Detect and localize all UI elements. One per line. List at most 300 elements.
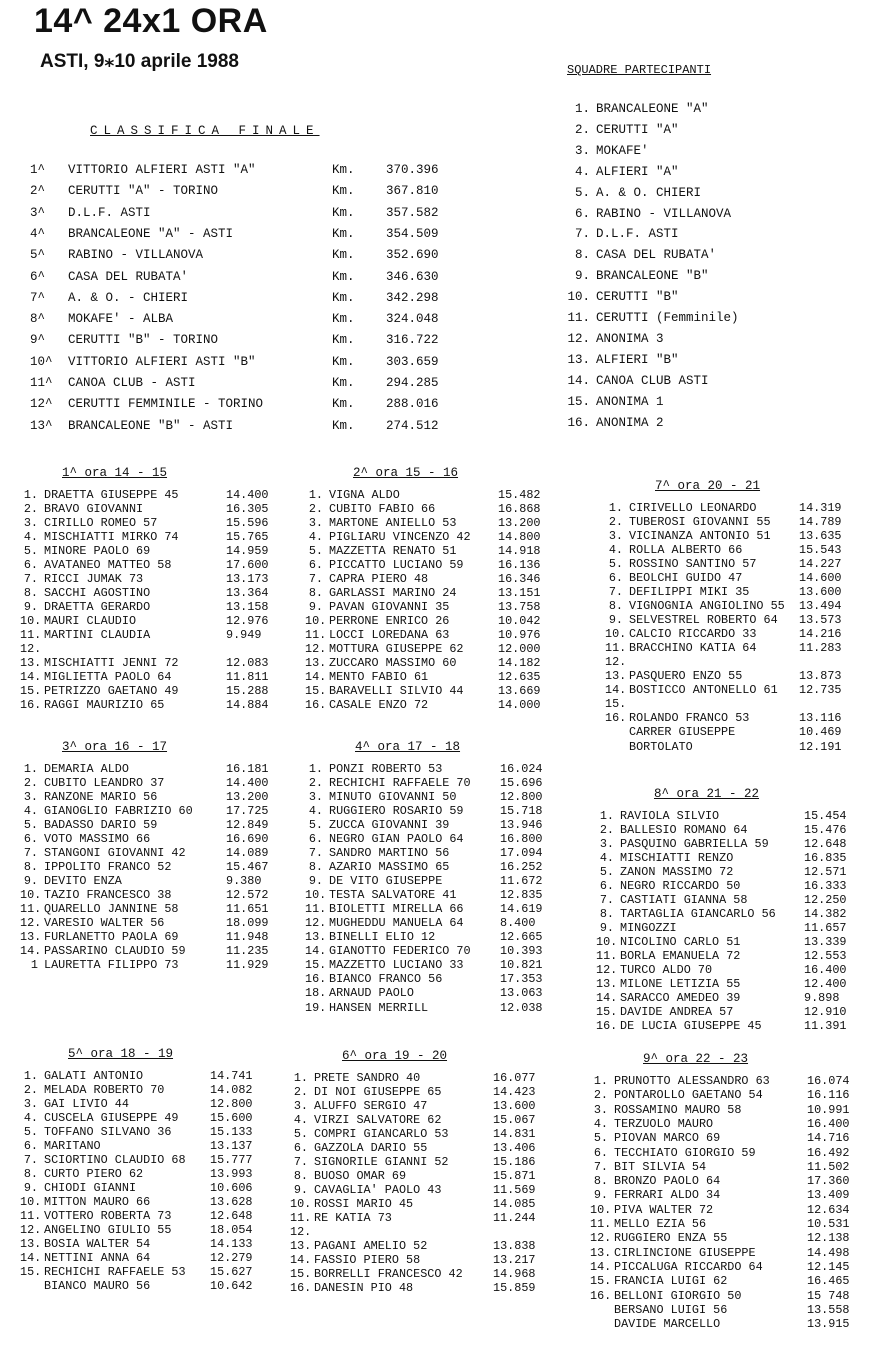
runner-position: 3. xyxy=(293,1099,308,1114)
runner-name: DANESIN PIO 48 xyxy=(314,1281,414,1296)
runner-row xyxy=(20,656,282,670)
runner-name: TAZIO FRANCESCO 38 xyxy=(44,888,172,903)
runner-position: 13. xyxy=(20,930,42,945)
runner-distance: 14.716 xyxy=(807,1131,850,1146)
runner-position: 8. xyxy=(308,586,323,601)
runner-row xyxy=(305,818,555,832)
runner-name: TARTAGLIA GIANCARLO 56 xyxy=(620,907,776,922)
runner-name: COMPRI GIANCARLO 53 xyxy=(314,1127,449,1142)
runner-position: 2. xyxy=(23,776,38,791)
runner-distance: 16.868 xyxy=(498,502,541,517)
runner-name: MAZZETTA RENATO 51 xyxy=(329,544,457,559)
runner-distance: 13.137 xyxy=(210,1139,253,1154)
runner-name: ROSSAMINO MAURO 58 xyxy=(614,1102,742,1117)
runner-distance: 12.635 xyxy=(498,670,541,685)
runner-position: 14. xyxy=(590,1259,612,1274)
runner-name: VIGNOGNIA ANGIOLINO 55 xyxy=(629,599,785,614)
squadra-item xyxy=(566,102,866,123)
runner-name: CUBITO FABIO 66 xyxy=(329,502,436,517)
runner-row xyxy=(20,628,282,642)
runner-row xyxy=(20,530,282,544)
classifica-distance: 274.512 xyxy=(386,418,439,433)
runner-row xyxy=(305,642,555,656)
runner-name: CARRER GIUSEPPE xyxy=(629,725,736,740)
runner-name: MIGLIETTA PAOLO 64 xyxy=(44,670,172,685)
runner-distance: 15.859 xyxy=(493,1281,536,1296)
runner-row xyxy=(290,1071,552,1085)
classifica-distance: 346.630 xyxy=(386,269,439,284)
runner-distance: 14.918 xyxy=(498,544,541,559)
runner-name: TESTA SALVATORE 41 xyxy=(329,888,457,903)
runner-name: RECHICHI RAFFAELE 53 xyxy=(44,1265,186,1280)
runner-distance: 11.929 xyxy=(226,958,269,973)
runner-name: CAVAGLIA' PAOLO 43 xyxy=(314,1183,442,1198)
runner-name: RECHICHI RAFFAELE 70 xyxy=(329,776,471,791)
runner-position: 13. xyxy=(605,669,627,684)
runner-name: CURTO PIERO 62 xyxy=(44,1167,144,1182)
runner-position: 5. xyxy=(293,1127,308,1142)
runner-distance: 13.063 xyxy=(500,986,543,1001)
classifica-row xyxy=(30,312,470,333)
runner-position: 3. xyxy=(23,516,38,531)
runner-name: BORLA EMANUELA 72 xyxy=(620,949,741,964)
runner-row xyxy=(590,1146,865,1160)
runner-distance: 9.949 xyxy=(226,628,262,643)
runner-row xyxy=(590,1088,865,1102)
runner-position: 9. xyxy=(293,1183,308,1198)
runner-distance: 11.811 xyxy=(226,670,269,685)
classifica-rank: 9^ xyxy=(30,333,46,348)
runner-row xyxy=(20,1251,282,1265)
runner-name: FRANCIA LUIGI 62 xyxy=(614,1274,728,1289)
squadra-number: 6. xyxy=(574,206,590,221)
runner-position: 6. xyxy=(308,832,323,847)
classifica-unit: Km. xyxy=(332,418,355,433)
runner-distance: 15.476 xyxy=(804,823,847,838)
runner-name: PONZI ROBERTO 53 xyxy=(329,762,443,776)
runner-distance: 14.884 xyxy=(226,698,269,713)
runner-position: 2. xyxy=(293,1085,308,1100)
runner-position: 5. xyxy=(608,557,623,572)
runner-position: 1. xyxy=(608,501,623,515)
runner-position: 3. xyxy=(308,516,323,531)
runner-position: 3. xyxy=(599,837,614,852)
runner-name: CIRLINCIONE GIUSEPPE xyxy=(614,1245,756,1260)
runner-position: 1. xyxy=(23,762,38,776)
runner-distance: 15 748 xyxy=(807,1288,850,1303)
runner-row xyxy=(20,818,282,832)
runner-position: 10. xyxy=(305,888,327,903)
runner-row xyxy=(305,832,555,846)
runner-row xyxy=(605,683,867,697)
classifica-distance: 288.016 xyxy=(386,397,439,412)
runner-name: PICCALUGA RICCARDO 64 xyxy=(614,1259,763,1274)
runner-distance: 12.279 xyxy=(210,1251,253,1266)
runner-position: 15. xyxy=(605,697,627,712)
runner-name: PETRIZZO GAETANO 49 xyxy=(44,684,179,699)
runner-position: 6. xyxy=(23,832,38,847)
runner-position: 15. xyxy=(590,1274,612,1289)
runner-name: GIANOGLIO FABRIZIO 60 xyxy=(44,804,193,819)
runner-position: 15. xyxy=(290,1267,312,1282)
runner-name: CAPRA PIERO 48 xyxy=(329,572,429,587)
runner-name: MISCHIATTI MIRKO 74 xyxy=(44,530,179,545)
runner-name: GARLASSI MARINO 24 xyxy=(329,586,457,601)
runner-distance: 18.054 xyxy=(210,1223,253,1238)
runner-name: FERRARI ALDO 34 xyxy=(614,1188,721,1203)
squadra-item xyxy=(566,311,866,332)
runner-name: CIRIVELLO LEONARDO xyxy=(629,501,757,515)
runner-position: 2. xyxy=(608,515,623,530)
runner-position: 1. xyxy=(593,1074,608,1088)
runner-row xyxy=(20,944,282,958)
runner-distance: 10.642 xyxy=(210,1279,253,1294)
runner-position: 3. xyxy=(23,1097,38,1112)
runner-name: RAGGI MAURIZIO 65 xyxy=(44,698,165,713)
squadra-number: 1. xyxy=(574,102,590,116)
runner-name: NEGRO RICCARDO 50 xyxy=(620,879,741,894)
squadra-item xyxy=(566,374,866,395)
runner-position: 8. xyxy=(23,1167,38,1182)
classifica-unit: Km. xyxy=(332,248,355,263)
runner-position: 15. xyxy=(20,1265,42,1280)
runner-distance: 13.600 xyxy=(493,1099,536,1114)
runner-position: 6. xyxy=(23,558,38,573)
runner-name: PIGLIARU VINCENZO 42 xyxy=(329,530,471,545)
runner-row xyxy=(596,921,858,935)
runner-distance: 12.665 xyxy=(500,930,543,945)
runner-position: 12. xyxy=(290,1225,312,1240)
runner-row xyxy=(305,558,555,572)
runner-row xyxy=(590,1103,865,1117)
runner-distance: 9.898 xyxy=(804,991,840,1006)
runner-row xyxy=(290,1099,552,1113)
runner-position: 3. xyxy=(308,790,323,805)
runner-row xyxy=(290,1239,552,1253)
runner-name: RUGGIERO ENZA 55 xyxy=(614,1231,728,1246)
runner-row xyxy=(305,656,555,670)
runner-name: PIOVAN MARCO 69 xyxy=(614,1131,721,1146)
runner-row xyxy=(305,902,555,916)
runner-distance: 14.619 xyxy=(500,902,543,917)
runner-name: CUBITO LEANDRO 37 xyxy=(44,776,165,791)
runner-position: 1. xyxy=(293,1071,308,1085)
runner-distance: 13.173 xyxy=(226,572,269,587)
runner-name: GIANOTTO FEDERICO 70 xyxy=(329,944,471,959)
runner-row xyxy=(590,1317,865,1331)
classifica-rank: 7^ xyxy=(30,290,46,305)
runner-row xyxy=(590,1074,865,1088)
runner-row xyxy=(305,698,555,712)
runner-row xyxy=(290,1281,552,1295)
runner-position: 15. xyxy=(596,1005,618,1020)
runner-distance: 11.283 xyxy=(799,641,842,656)
classifica-unit: Km. xyxy=(332,226,355,241)
runner-distance: 16.690 xyxy=(226,832,269,847)
runner-row xyxy=(305,972,555,986)
runner-distance: 10.393 xyxy=(500,944,543,959)
runner-row xyxy=(590,1188,865,1202)
runner-distance: 15.288 xyxy=(226,684,269,699)
runner-position: 13. xyxy=(20,656,42,671)
runner-row xyxy=(20,1111,282,1125)
runner-name: MITTON MAURO 66 xyxy=(44,1195,151,1210)
runner-distance: 12.571 xyxy=(804,865,847,880)
runner-name: VARESIO WALTER 56 xyxy=(44,916,165,931)
runner-position: 15. xyxy=(305,684,327,699)
runner-name: BEOLCHI GUIDO 47 xyxy=(629,571,743,586)
runner-name: MINORE PAOLO 69 xyxy=(44,544,151,559)
runner-name: BORRELLI FRANCESCO 42 xyxy=(314,1267,463,1282)
runner-distance: 14.000 xyxy=(498,698,541,713)
runner-name: ZUCCARO MASSIMO 60 xyxy=(329,656,457,671)
runner-name: AVATANEO MATTEO 58 xyxy=(44,558,172,573)
squadra-item xyxy=(566,395,866,416)
runner-name: MAZZETTO LUCIANO 33 xyxy=(329,958,464,973)
runner-name: DE LUCIA GIUSEPPE 45 xyxy=(620,1019,762,1034)
classifica-heading: CLASSIFICA FINALE xyxy=(90,124,320,138)
runner-distance: 13.573 xyxy=(799,613,842,628)
runner-name: VOTTERO ROBERTA 73 xyxy=(44,1209,172,1224)
runner-distance: 14.831 xyxy=(493,1127,536,1142)
runner-position: 15. xyxy=(20,684,42,699)
runner-name: GAZZOLA DARIO 55 xyxy=(314,1141,428,1156)
runner-position: 1. xyxy=(23,488,38,502)
classifica-row xyxy=(30,270,470,291)
runner-position: 12. xyxy=(605,655,627,670)
classifica-row xyxy=(30,291,470,312)
runner-distance: 16.333 xyxy=(804,879,847,894)
runner-name: TOFFANO SILVANO 36 xyxy=(44,1125,172,1140)
runner-name: VICINANZA ANTONIO 51 xyxy=(629,529,771,544)
runner-distance: 14.182 xyxy=(498,656,541,671)
runner-row xyxy=(305,586,555,600)
runner-row xyxy=(290,1141,552,1155)
runner-position: 6. xyxy=(23,1139,38,1154)
runner-name: MELADA ROBERTO 70 xyxy=(44,1083,165,1098)
runner-name: CIRILLO ROMEO 57 xyxy=(44,516,158,531)
runner-position: 11. xyxy=(605,641,627,656)
runner-position: 13. xyxy=(305,656,327,671)
runner-name: CASTIATI GIANNA 58 xyxy=(620,893,748,908)
classifica-unit: Km. xyxy=(332,312,355,327)
runner-position: 13. xyxy=(20,1237,42,1252)
runner-name: BRONZO PAOLO 64 xyxy=(614,1174,721,1189)
runner-position: 12. xyxy=(20,642,42,657)
classifica-unit: Km. xyxy=(332,163,355,177)
runner-position: 13. xyxy=(596,977,618,992)
runner-distance: 11.502 xyxy=(807,1159,850,1174)
runner-position: 7. xyxy=(23,572,38,587)
runner-row xyxy=(305,544,555,558)
runner-name: BERSANO LUIGI 56 xyxy=(614,1302,728,1317)
runner-position: 4. xyxy=(308,804,323,819)
classifica-unit: Km. xyxy=(332,269,355,284)
runner-row xyxy=(605,613,867,627)
runner-row xyxy=(596,893,858,907)
runner-row xyxy=(290,1113,552,1127)
runner-distance: 13.669 xyxy=(498,684,541,699)
runner-position: 6. xyxy=(293,1141,308,1156)
classifica-team: VITTORIO ALFIERI ASTI "B" xyxy=(68,354,256,369)
runner-name: AZARIO MASSIMO 65 xyxy=(329,860,450,875)
runner-distance: 13.151 xyxy=(498,586,541,601)
runner-row xyxy=(605,557,867,571)
runner-position: 5. xyxy=(308,818,323,833)
classifica-unit: Km. xyxy=(332,184,355,199)
runner-row xyxy=(20,600,282,614)
classifica-team: VITTORIO ALFIERI ASTI "A" xyxy=(68,163,256,177)
runner-distance: 12.735 xyxy=(799,683,842,698)
runner-row xyxy=(590,1303,865,1317)
runner-name: PASQUERO ENZO 55 xyxy=(629,669,743,684)
runner-position: 1. xyxy=(599,809,614,823)
runner-name: HANSEN MERRILL xyxy=(329,1000,429,1015)
squadra-item xyxy=(566,165,866,186)
classifica-distance: 352.690 xyxy=(386,248,439,263)
runner-distance: 13.409 xyxy=(807,1188,850,1203)
runner-position: 11. xyxy=(305,902,327,917)
classifica-distance: 357.582 xyxy=(386,205,439,220)
runner-position: 13. xyxy=(290,1239,312,1254)
runner-position: 10. xyxy=(290,1197,312,1212)
runner-name: BINELLI ELIO 12 xyxy=(329,930,436,945)
squadra-number: 8. xyxy=(574,248,590,263)
runner-distance: 11.391 xyxy=(804,1019,847,1034)
runner-row xyxy=(305,614,555,628)
runner-row xyxy=(596,851,858,865)
runner-position: 5. xyxy=(593,1131,608,1146)
runner-name: ANGELINO GIULIO 55 xyxy=(44,1223,172,1238)
runner-position: 4. xyxy=(293,1113,308,1128)
runner-row xyxy=(20,888,282,902)
runner-row xyxy=(20,1167,282,1181)
runner-distance: 16.074 xyxy=(807,1074,850,1088)
runner-name: QUARELLO JANNINE 58 xyxy=(44,902,179,917)
runner-position: 10. xyxy=(605,627,627,642)
runner-distance: 15.718 xyxy=(500,804,543,819)
classifica-row xyxy=(30,419,470,440)
runner-position: 8. xyxy=(23,860,38,875)
runner-name: PICCATTO LUCIANO 59 xyxy=(329,558,464,573)
runner-name: TUBEROSI GIOVANNI 55 xyxy=(629,515,771,530)
runner-name: ROSSINO SANTINO 57 xyxy=(629,557,757,572)
classifica-row xyxy=(30,184,470,205)
runner-distance: 15.627 xyxy=(210,1265,253,1280)
runner-distance: 16.400 xyxy=(804,963,847,978)
runner-name: SARACCO AMEDEO 39 xyxy=(620,991,741,1006)
runner-position: 8. xyxy=(593,1174,608,1189)
runner-distance: 17.094 xyxy=(500,846,543,861)
runner-position: 16. xyxy=(290,1281,312,1296)
runner-position: 2. xyxy=(308,502,323,517)
runner-row xyxy=(605,543,867,557)
runner-name: MARTONE ANIELLO 53 xyxy=(329,516,457,531)
runner-name: PAGANI AMELIO 52 xyxy=(314,1239,428,1254)
runner-name: PONTAROLLO GAETANO 54 xyxy=(614,1088,763,1103)
runner-distance: 11.948 xyxy=(226,930,269,945)
runner-position: 4. xyxy=(23,804,38,819)
squadra-name: BRANCALEONE "A" xyxy=(596,102,709,116)
runner-name: PERRONE ENRICO 26 xyxy=(329,614,450,629)
runner-row xyxy=(596,977,858,991)
squadra-item xyxy=(566,416,866,437)
runner-name: IPPOLITO FRANCO 52 xyxy=(44,860,172,875)
runner-name: MUGHEDDU MANUELA 64 xyxy=(329,916,464,931)
runner-row xyxy=(605,641,867,655)
runner-name: SANDRO MARTINO 56 xyxy=(329,846,450,861)
runner-row xyxy=(20,1083,282,1097)
classifica-distance: 316.722 xyxy=(386,333,439,348)
runner-name: DRAETTA GERARDO xyxy=(44,600,151,615)
runner-name: BRACCHINO KATIA 64 xyxy=(629,641,757,656)
runner-name: TERZUOLO MAURO xyxy=(614,1116,714,1131)
runner-position: 9. xyxy=(23,600,38,615)
runner-row xyxy=(305,572,555,586)
squadra-number: 4. xyxy=(574,164,590,179)
runner-position: 16. xyxy=(596,1019,618,1034)
runner-row xyxy=(596,963,858,977)
runner-position: 2. xyxy=(23,1083,38,1098)
classifica-rank: 13^ xyxy=(30,418,53,433)
runner-position: 12. xyxy=(305,916,327,931)
runner-distance: 16.800 xyxy=(500,832,543,847)
runner-row xyxy=(305,888,555,902)
runner-position: 10. xyxy=(20,1195,42,1210)
runner-distance: 16.346 xyxy=(498,572,541,587)
runner-row xyxy=(290,1085,552,1099)
runner-distance: 15.133 xyxy=(210,1125,253,1140)
runner-distance: 15.777 xyxy=(210,1153,253,1168)
classifica-distance: 342.298 xyxy=(386,290,439,305)
runner-position: 5. xyxy=(308,544,323,559)
runner-distance: 10.976 xyxy=(498,628,541,643)
runner-distance: 12.849 xyxy=(226,818,269,833)
runner-distance: 12.976 xyxy=(226,614,269,629)
runner-distance: 14.789 xyxy=(799,515,842,530)
classifica-row xyxy=(30,206,470,227)
runner-position: 12. xyxy=(20,916,42,931)
runner-distance: 16.835 xyxy=(804,851,847,866)
hour-title: 5^ ora 18 - 19 xyxy=(68,1047,174,1061)
runner-name: LAURETTA FILIPPO 73 xyxy=(44,958,179,973)
runner-distance: 13.364 xyxy=(226,586,269,601)
runner-row xyxy=(596,935,858,949)
squadra-item xyxy=(566,269,866,290)
runner-distance: 12.910 xyxy=(804,1005,847,1020)
squadra-item xyxy=(566,207,866,228)
runner-distance: 11.657 xyxy=(804,921,847,936)
runner-position: 8. xyxy=(599,907,614,922)
runner-position: 3. xyxy=(23,790,38,805)
classifica-unit: Km. xyxy=(332,333,355,348)
runner-row xyxy=(605,697,867,711)
runner-name: ROLANDO FRANCO 53 xyxy=(629,711,750,726)
squadra-number: 16. xyxy=(567,415,590,430)
runner-position: 14. xyxy=(305,670,327,685)
classifica-team: D.L.F. ASTI xyxy=(68,205,151,220)
runner-name: MARITANO xyxy=(44,1139,101,1154)
runner-position: 9. xyxy=(608,613,623,628)
runner-position: 9. xyxy=(593,1188,608,1203)
runner-name: PRETE SANDRO 40 xyxy=(314,1071,421,1085)
runner-distance: 13.339 xyxy=(804,935,847,950)
runner-position: 6. xyxy=(308,558,323,573)
runner-row xyxy=(590,1117,865,1131)
squadra-name: RABINO - VILLANOVA xyxy=(596,206,732,221)
runner-row xyxy=(590,1231,865,1245)
runner-name: FURLANETTO PAOLA 69 xyxy=(44,930,179,945)
